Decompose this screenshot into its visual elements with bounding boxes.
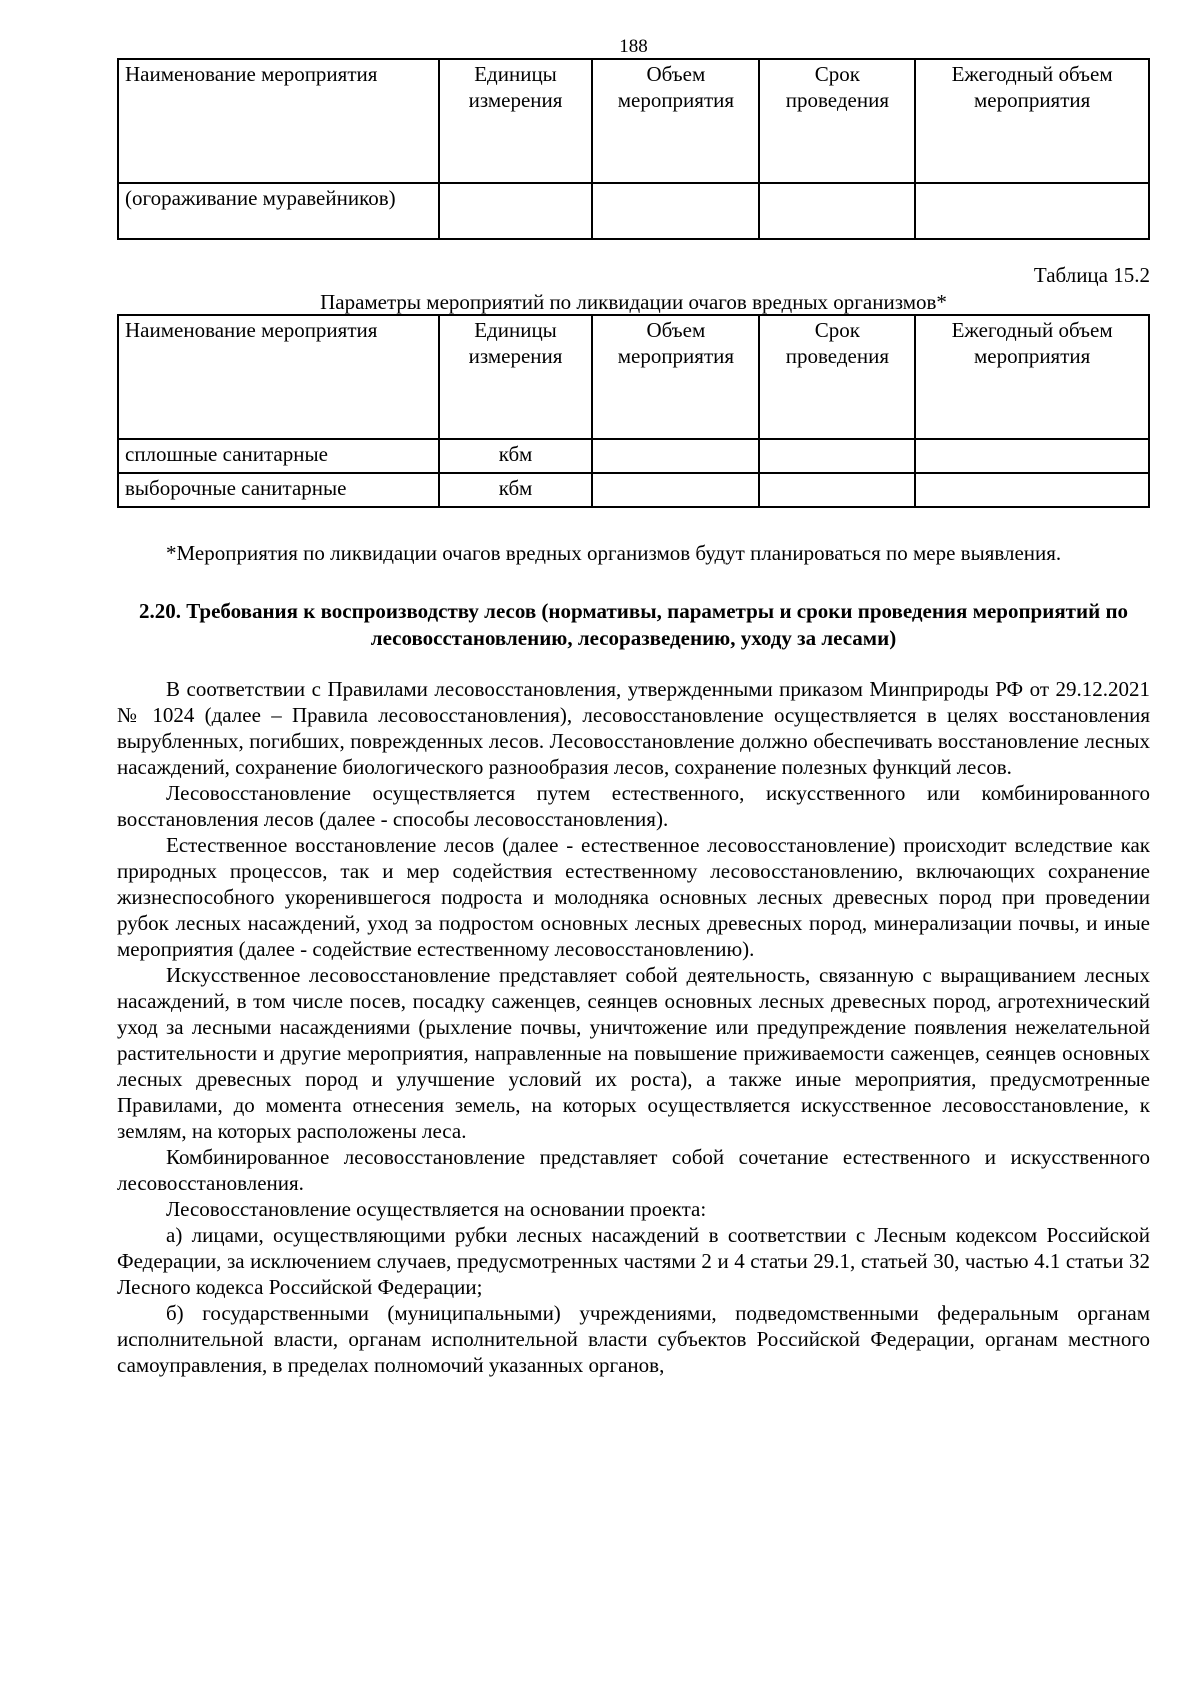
table-cell: сплошные санитарные: [118, 439, 439, 473]
table-cell: [915, 473, 1149, 507]
paragraph: Комбинированное лесовосстановление представляет собой сочетание естественного и искусственного лесовосстановления.: [117, 1145, 1150, 1195]
header-activity-name: Наименование мероприятия: [118, 59, 439, 183]
paragraph: б) государственными (муниципальными) учреждениями, подведомственными федеральным органам исполнительной власти, органам исполнительной власти субъектов Российской Федерации, органам местного самоуправления, в пределах полномочий указанных органов,: [117, 1301, 1150, 1377]
activities-table-continued: [117, 58, 1150, 240]
header-annual-volume: Ежегодный объем мероприятия: [915, 59, 1149, 183]
table-cell: [592, 473, 759, 507]
table-header-row: [118, 59, 1149, 183]
table-cell: [592, 439, 759, 473]
header-volume: Объем мероприятия: [592, 315, 759, 439]
header-units: Единицы измерения: [439, 315, 592, 439]
header-period: Срок проведения: [759, 315, 915, 439]
paragraph: Искусственное лесовосстановление представляет собой деятельность, связанную с выращиванием лесных насаждений, в том числе посев, посадку саженцев, сеянцев основных лесных древесных пород, агротехнический уход за лесными насаждениями (рыхление почвы, уничтожение или предупреждение появления нежелательной растительности и другие мероприятия, направленные на повышение приживаемости саженцев, сеянцев основных лесных древесных пород и улучшение условий их роста), а также иные мероприятия, предусмотренные Правилами, до момента отнесения земель, на которых осуществляется искусственное лесовосстановление, к землям, на которых расположены леса.: [117, 963, 1150, 1143]
table-header-row: [118, 315, 1149, 439]
table-cell: (огораживание муравейников): [118, 183, 439, 239]
paragraph: Лесовосстановление осуществляется путем естественного, искусственного или комбинированного восстановления лесов (далее - способы лесовосстановления).: [117, 781, 1150, 831]
body-text: [117, 676, 1150, 1378]
paragraph: Лесовосстановление осуществляется на основании проекта:: [166, 1197, 707, 1221]
table-cell: [439, 183, 592, 239]
page-number: 188: [619, 36, 648, 57]
header-period: Срок проведения: [759, 59, 915, 183]
table-caption: Параметры мероприятий по ликвидации очагов вредных организмов*: [320, 290, 947, 314]
table-cell: выборочные санитарные: [118, 473, 439, 507]
header-volume: Объем мероприятия: [592, 59, 759, 183]
table-cell: кбм: [439, 473, 592, 507]
table-cell: кбм: [439, 439, 592, 473]
footnote: *Мероприятия по ликвидации очагов вредных организмов будут планироваться по мере выявления.: [166, 541, 1062, 565]
table-row: [118, 183, 1149, 239]
table-cell: [759, 473, 915, 507]
paragraph: Естественное восстановление лесов (далее - естественное лесовосстановление) происходит вследствие как природных процессов, так и мер содействия естественному лесовосстановлению, включающих сохранение жизнеспособного укоренившегося подроста и молодняка основных лесных древесных пород при проведении рубок лесных насаждений, уход за подростом основных лесных древесных пород, минерализации почвы, и иные мероприятия (далее - содействие естественному лесовосстановлению).: [117, 833, 1150, 961]
document-page: [117, 36, 1150, 1378]
table-row: [118, 473, 1149, 507]
section-heading: 2.20. Требования к воспроизводству лесов (нормативы, параметры и сроки проведения мероприятий по лесовосстановлению, лесоразведению, уходу за лесами): [138, 599, 1129, 650]
header-units: Единицы измерения: [439, 59, 592, 183]
header-activity-name: Наименование мероприятия: [118, 315, 439, 439]
table-label: Таблица 15.2: [1033, 263, 1150, 287]
table-cell: [915, 183, 1149, 239]
table-cell: [915, 439, 1149, 473]
paragraph: а) лицами, осуществляющими рубки лесных насаждений в соответствии с Лесным кодексом Российской Федерации, за исключением случаев, предусмотренных частями 2 и 4 статьи 29.1, статьей 30, частью 4.1 статьи 32 Лесного кодекса Российской Федерации;: [117, 1223, 1150, 1299]
table-cell: [759, 439, 915, 473]
table-row: [118, 439, 1149, 473]
table-cell: [759, 183, 915, 239]
table-cell: [592, 183, 759, 239]
pest-elimination-table: [117, 314, 1150, 508]
header-annual-volume: Ежегодный объем мероприятия: [915, 315, 1149, 439]
paragraph: В соответствии с Правилами лесовосстановления, утвержденными приказом Минприроды РФ от 29.12.2021 № 1024 (далее – Правила лесовосстановления), лесовосстановление осуществляется в целях восстановления вырубленных, погибших, поврежденных лесов. Лесовосстановление должно обеспечивать восстановление лесных насаждений, сохранение биологического разнообразия лесов, сохранение полезных функций лесов.: [117, 677, 1150, 779]
